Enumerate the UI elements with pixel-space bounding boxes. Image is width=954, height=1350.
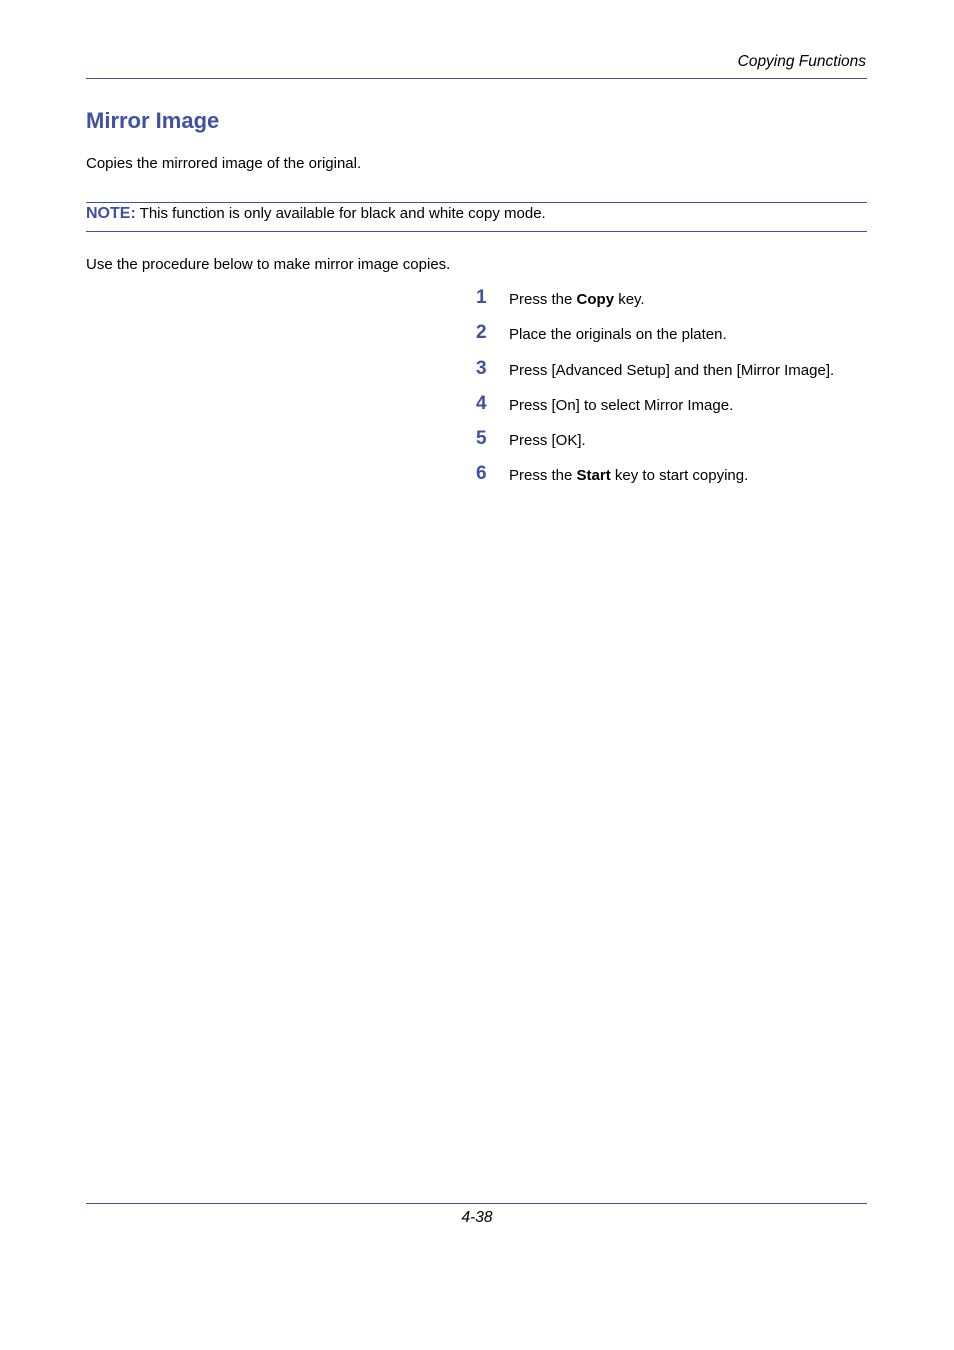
step-key-name: Copy — [576, 291, 615, 308]
step-text-part: Press the — [509, 467, 577, 485]
step-key-name: Start — [576, 467, 611, 485]
step-text — [509, 397, 733, 414]
step-text — [509, 467, 748, 484]
step-number: 1 — [476, 287, 487, 308]
note-top-divider — [86, 202, 867, 203]
note-label: NOTE: — [86, 205, 136, 222]
page-number: 4-38 — [461, 1209, 493, 1226]
procedure-intro: Use the procedure below to make mirror image copies. — [86, 256, 451, 273]
footer-divider — [86, 1203, 867, 1204]
step-number: 6 — [476, 463, 487, 485]
step-text — [509, 326, 727, 343]
step-text — [509, 432, 586, 449]
section-title: Mirror Image — [86, 108, 220, 133]
step-text — [509, 362, 834, 379]
step-text-part: Press [Advanced Setup] and then [Mirror Image]. — [509, 361, 835, 379]
section-intro: Copies the mirrored image of the original. — [86, 155, 362, 172]
step-number: 3 — [476, 357, 487, 379]
step-text — [509, 291, 645, 308]
note-bottom-divider — [86, 231, 867, 232]
step-text-part: Press [OK]. — [509, 432, 586, 450]
step-text-part: Place the originals on the platen. — [509, 326, 727, 344]
header-chapter-title: Copying Functions — [737, 53, 866, 70]
step-number: 4 — [476, 392, 487, 414]
note-box — [86, 205, 546, 223]
note-text: This function is only available for black and white copy mode. — [135, 205, 546, 222]
step-number: 2 — [476, 322, 487, 344]
step-text-part: key to start copying. — [610, 467, 749, 485]
step-text-part: Press the — [509, 291, 577, 308]
step-text-part: key. — [614, 291, 645, 308]
step-text-part: Press [On] to select Mirror Image. — [509, 396, 734, 414]
header-divider — [86, 78, 867, 79]
step-number: 5 — [476, 428, 487, 450]
